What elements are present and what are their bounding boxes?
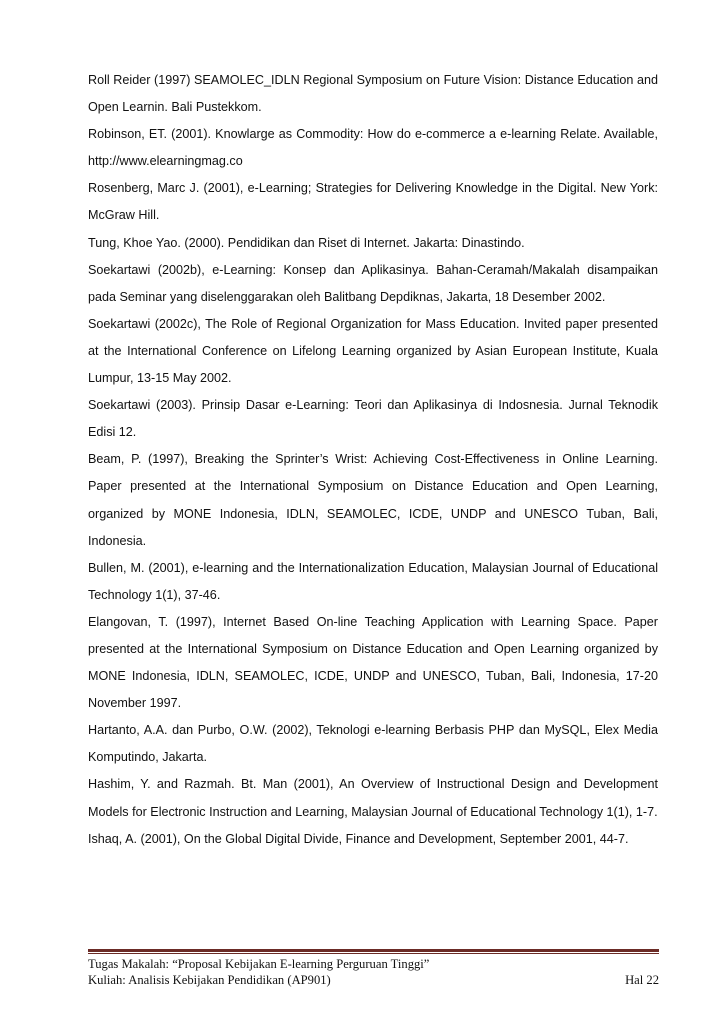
reference-entry: Tung, Khoe Yao. (2000). Pendidikan dan Riset di Internet. Jakarta: Dinastindo.: [88, 235, 525, 250]
footer-course-name: Kuliah: Analisis Kebijakan Pendidikan (AP901): [88, 973, 331, 987]
reference-entry: Hashim, Y. and Razmah. Bt. Man (2001), An Overview of Instructional Design and Development Models for Electronic Instruction and Learning, Malaysian Journal of Educational Technology 1(1), 1-7.: [88, 777, 658, 819]
reference-entry: Rosenberg, Marc J. (2001), e-Learning; Strategies for Delivering Knowledge in the Digital. New York: McGraw Hill.: [88, 181, 658, 223]
reference-entry: Robinson, ET. (2001). Knowlarge as Commodity: How do e-commerce a e-learning Relate. Available, http://www.elearningmag.co: [88, 127, 658, 169]
reference-entry: Beam, P. (1997), Breaking the Sprinter’s Wrist: Achieving Cost-Effectiveness in Online Learning. Paper presented at the International Symposium on Distance Education and Open Learning, organized by MONE Indonesia, IDLN, SEAMOLEC, ICDE, UNDP and UNESCO Tuban, Bali, Indonesia.: [88, 452, 658, 548]
page-number: Hal 22: [625, 973, 659, 987]
footer-rule-thick: [88, 949, 659, 952]
reference-entry: Roll Reider (1997) SEAMOLEC_IDLN Regional Symposium on Future Vision: Distance Education and Open Learnin. Bali Pustekkom.: [88, 73, 658, 115]
reference-entry: Soekartawi (2003). Prinsip Dasar e-Learning: Teori dan Aplikasinya di Indosnesia. Jurnal Teknodik Edisi 12.: [88, 398, 658, 440]
reference-entry: Ishaq, A. (2001), On the Global Digital Divide, Finance and Development, September 2001, 44-7.: [88, 831, 629, 846]
reference-list: [88, 67, 658, 853]
reference-entry: Bullen, M. (2001), e-learning and the Internationalization Education, Malaysian Journal of Educational Technology 1(1), 37-46.: [88, 560, 658, 602]
footer-course-title: Tugas Makalah: “Proposal Kebijakan E-learning Perguruan Tinggi”: [88, 957, 430, 971]
footer-rule-thin: [88, 953, 659, 954]
footer-row: [88, 972, 659, 988]
reference-entry: Soekartawi (2002c), The Role of Regional Organization for Mass Education. Invited paper presented at the International Conference on Lifelong Learning organized by Asian European Institute, Kuala Lumpur, 13-15 May 2002.: [88, 316, 658, 386]
footer-text: [88, 956, 659, 988]
reference-entry: Elangovan, T. (1997), Internet Based On-line Teaching Application with Learning Space. Paper presented at the International Symposium on Distance Education and Open Learning organized by MONE Indonesia, IDLN, SEAMOLEC, ICDE, UNDP and UNESCO, Tuban, Bali, Indonesia, 17-20 November 1997.: [88, 614, 658, 711]
page-footer: [88, 949, 659, 988]
reference-entry: Hartanto, A.A. dan Purbo, O.W. (2002), Teknologi e-learning Berbasis PHP dan MySQL, Elex Media Komputindo, Jakarta.: [88, 723, 658, 765]
reference-entry: Soekartawi (2002b), e-Learning: Konsep dan Aplikasinya. Bahan-Ceramah/Makalah disampaikan pada Seminar yang diselenggarakan oleh Balitbang Depdiknas, Jakarta, 18 Desember 2002.: [88, 262, 658, 304]
